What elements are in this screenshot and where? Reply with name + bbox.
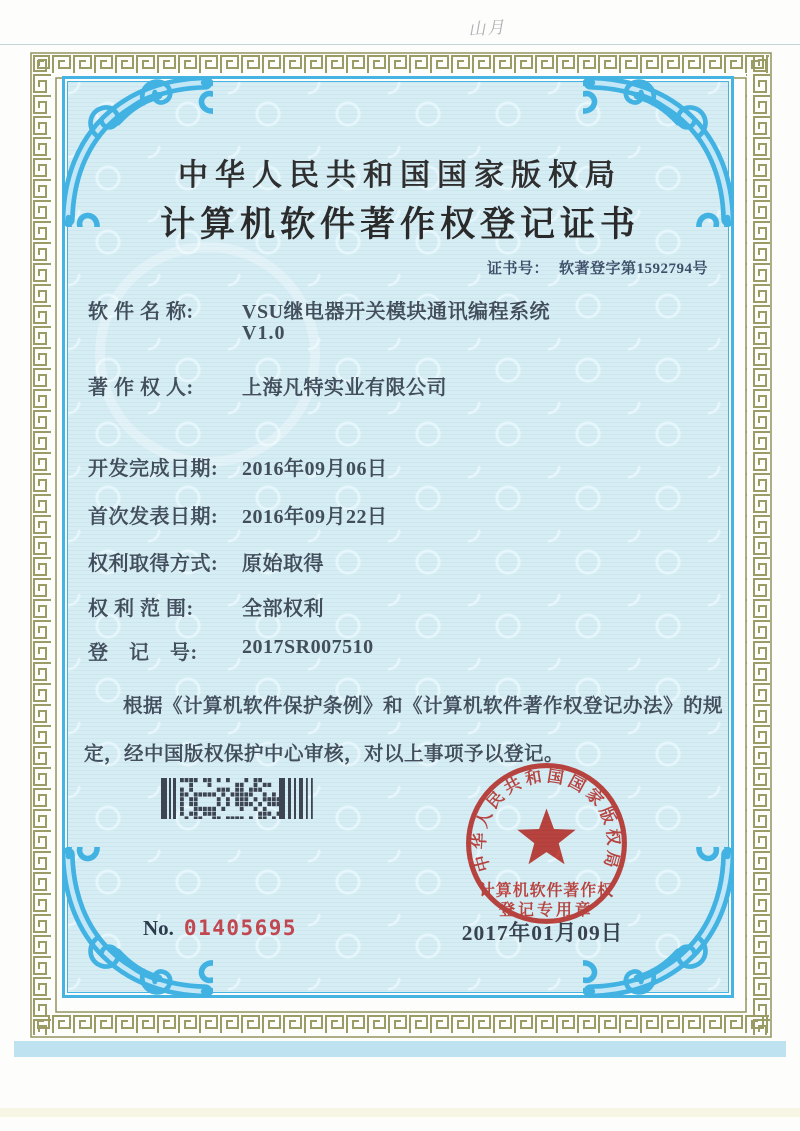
field-value: 2016年09月22日 [242,506,388,528]
field-value: VSU继电器开关模块通讯编程系统 [242,301,551,323]
registration-statement: 根据《计算机软件保护条例》和《计算机软件著作权登记办法》的规定，经中国版权保护中心审核，对以上事项予以登记。 [84,696,724,765]
certificate-number-label: 证书号： [487,261,550,277]
field-value: 2016年09月06日 [242,458,388,480]
field-label: 登 记 号: [88,642,198,664]
serial-prefix: No. [143,916,174,940]
field-row-dev-complete-date [88,452,388,481]
seal-line1: 计算机软件著作权 [478,882,615,900]
field-row-rights-acquisition [88,547,324,576]
certificate-number [487,257,708,278]
field-label: 著 作 权 人: [88,377,194,399]
backing-sheet-edge [0,1108,800,1117]
certificate-title: 计算机软件著作权登记证书 [159,205,640,244]
field-row-registration-number [88,636,374,665]
serial-number [143,916,297,941]
serial-digits: 01405695 [183,916,298,940]
seal-star-icon [517,809,575,865]
seal-date: 2017年01月09日 [461,921,624,945]
field-value: 2017SR007510 [242,636,374,658]
field-row-first-publish-date [88,500,388,529]
field-value: 上海凡特实业有限公司 [242,377,447,399]
field-label: 开发完成日期: [88,458,219,480]
field-row-rights-scope [88,592,324,621]
field-label: 首次发表日期: [88,506,219,528]
field-label: 权 利 范 围: [88,598,194,620]
field-row-copyright-owner [88,371,447,400]
paper-bottom-edge [14,1041,786,1057]
seal-line2: 登记专用章 [499,902,594,920]
field-label: 权利取得方式: [88,553,219,575]
seal-arc-text: 中华人民共和国国家版权局 [469,766,624,874]
issuing-authority: 中华人民共和国国家版权局 [178,159,622,192]
handwriting-note: 山月 [467,17,507,40]
field-label: 软 件 名 称: [88,301,194,323]
field-value: 原始取得 [242,553,324,575]
paper-top-seam [0,44,800,45]
emblem-watermark [95,242,320,467]
certificate-number-value: 软著登字第1592794号 [559,261,709,277]
barcode [161,778,314,819]
field-value: 全部权利 [242,598,324,620]
field-row-software-name [88,295,551,324]
field-value-version: V1.0 [242,322,286,344]
